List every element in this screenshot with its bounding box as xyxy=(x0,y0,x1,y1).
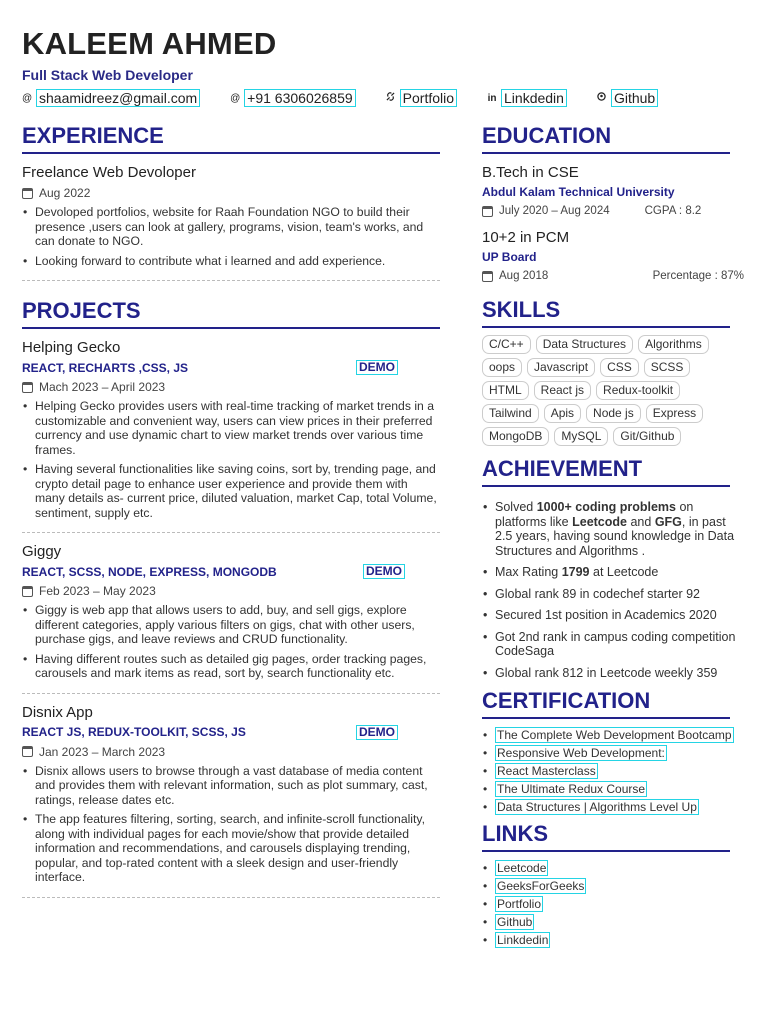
skill-tag: Apis xyxy=(544,404,581,423)
certification-link[interactable]: The Ultimate Redux Course xyxy=(497,782,646,796)
project-stack-row xyxy=(22,564,405,579)
github-icon xyxy=(597,92,607,104)
skill-tag: Javascript xyxy=(527,358,595,377)
education-heading: EDUCATION xyxy=(482,122,730,154)
list-item: • The app features filtering, sorting, search, and infinite-scroll functionality, along with individual pages for each movie/show that provide detailed information and recommendations, and carousels displaying trending, popular, and top-rated content with a sleek design and user-friendly interface. xyxy=(22,812,440,885)
list-item xyxy=(482,764,744,778)
skill-tag: MongoDB xyxy=(482,427,549,446)
experience-role: Freelance Web Devoloper xyxy=(22,164,196,181)
right-column xyxy=(482,122,744,951)
project-date: Feb 2023 – May 2023 xyxy=(39,584,156,598)
project-entry-giggy xyxy=(22,543,440,681)
project-date-row xyxy=(22,584,440,598)
calendar-icon xyxy=(22,586,33,597)
email-link[interactable]: shaamidreez@gmail.com xyxy=(36,89,200,107)
linkedin-icon: in xyxy=(487,92,497,104)
list-item: • Helping Gecko provides users with real-time tracking of market trends in a customizable and convenient way, users can view prices in their preferred currency and use dynamic chart to view market trends over various time frames. xyxy=(22,399,440,457)
leetcode-link[interactable]: Leetcode xyxy=(497,861,547,875)
project-stack-row xyxy=(22,360,398,375)
list-item xyxy=(482,861,744,875)
phone-link[interactable]: +91 6306026859 xyxy=(244,89,356,107)
geeksforgeeks-link[interactable]: GeeksForGeeks xyxy=(497,879,585,893)
left-column xyxy=(22,122,440,898)
skill-tag: Tailwind xyxy=(482,404,539,423)
demo-link[interactable]: DEMO xyxy=(356,725,398,740)
achievement-item: • Got 2nd rank in campus coding competition CodeSaga xyxy=(482,630,744,659)
calendar-icon xyxy=(22,188,33,199)
project-stack: REACT, SCSS, NODE, EXPRESS, MONGODB xyxy=(22,564,277,579)
certification-heading: CERTIFICATION xyxy=(482,687,730,719)
project-name: Disnix App xyxy=(22,703,93,721)
linkedin-link[interactable]: Linkdedin xyxy=(497,933,549,947)
skill-tag: Express xyxy=(646,404,703,423)
skill-tag: MySQL xyxy=(554,427,608,446)
github-link[interactable]: Github xyxy=(497,915,533,929)
contact-bar xyxy=(22,88,688,108)
calendar-icon xyxy=(482,206,493,217)
project-entry-helping-gecko xyxy=(22,339,440,520)
achievement-item: • Max Rating 1799 at Leetcode xyxy=(482,565,744,580)
skill-tag: Algorithms xyxy=(638,335,709,354)
demo-link[interactable]: DEMO xyxy=(356,360,398,375)
project-name: Giggy xyxy=(22,543,62,560)
skill-tag: CSS xyxy=(600,358,639,377)
skill-tag: Data Structures xyxy=(536,335,633,354)
project-date-row xyxy=(22,745,440,759)
divider xyxy=(22,280,440,281)
list-item xyxy=(482,782,744,796)
divider xyxy=(22,693,440,694)
education-degree: B.Tech in CSE xyxy=(482,164,579,181)
certification-link[interactable]: React Masterclass xyxy=(497,764,596,778)
certification-link[interactable]: The Complete Web Development Bootcamp xyxy=(497,728,732,742)
education-date: July 2020 – Aug 2024 xyxy=(499,205,610,217)
contact-email xyxy=(22,89,200,107)
education-institution: UP Board xyxy=(482,250,537,264)
calendar-icon xyxy=(22,382,33,393)
education-entry xyxy=(482,164,744,217)
education-date: Aug 2018 xyxy=(499,270,549,282)
achievement-list xyxy=(482,500,744,680)
achievement-item: • Solved 1000+ coding problems on platforms like Leetcode and GFG, in past 2.5 years, having sound knowledge in Data Structures and Algorithms . xyxy=(482,500,744,558)
certification-link[interactable]: Data Structures | Algorithms Level Up xyxy=(497,800,697,814)
portfolio-link[interactable]: Portfolio xyxy=(400,89,457,107)
contact-phone xyxy=(230,89,356,107)
achievement-item: • Global rank 812 in Leetcode weekly 359 xyxy=(482,666,744,681)
experience-date-row xyxy=(22,186,440,200)
achievement-item: • Global rank 89 in codechef starter 92 xyxy=(482,587,744,602)
skills-heading: SKILLS xyxy=(482,296,730,328)
at-icon: @ xyxy=(230,92,241,104)
project-date: Jan 2023 – March 2023 xyxy=(39,744,166,759)
achievement-heading: ACHIEVEMENT xyxy=(482,455,730,487)
list-item xyxy=(482,933,744,947)
contact-github xyxy=(597,89,658,107)
resume-name: KALEEM AHMED xyxy=(22,26,277,61)
education-meta xyxy=(482,270,744,282)
experience-heading: EXPERIENCE xyxy=(22,122,440,154)
experience-bullets xyxy=(22,205,440,268)
skill-tag: Redux-toolkit xyxy=(596,381,680,400)
list-item xyxy=(482,800,744,814)
calendar-icon xyxy=(482,271,493,282)
project-bullets xyxy=(22,399,440,520)
linkedin-link[interactable]: Linkdedin xyxy=(501,89,567,107)
education-entry xyxy=(482,229,744,282)
education-score: CGPA : 8.2 xyxy=(644,205,702,217)
project-stack: REACT JS, REDUX-TOOLKIT, SCSS, JS xyxy=(22,725,246,739)
project-name: Helping Gecko xyxy=(22,339,121,356)
skill-tag: oops xyxy=(482,358,522,377)
education-meta xyxy=(482,205,744,217)
skill-tag: Node js xyxy=(586,404,641,423)
achievement-item: • Secured 1st position in Academics 2020 xyxy=(482,608,744,623)
at-icon: @ xyxy=(22,92,33,104)
links-list xyxy=(482,861,744,947)
list-item: • Giggy is web app that allows users to add, buy, and sell gigs, explore different categories, apply various filters on gigs, chat with other users, purchase gigs, and leave reviews and CRUD functionality. xyxy=(22,603,440,647)
education-degree: 10+2 in PCM xyxy=(482,229,570,246)
list-item xyxy=(482,746,744,760)
divider xyxy=(22,532,440,533)
list-item: • Devoloped portfolios, website for Raah Foundation NGO to build their presence ,users can look at gallery, programs, vision, team's works, and can donate to NGO. xyxy=(22,205,440,249)
experience-entry xyxy=(22,164,440,268)
project-stack: REACT, RECHARTS ,CSS, JS xyxy=(22,360,189,375)
project-bullets xyxy=(22,764,440,885)
project-date: Mach 2023 – April 2023 xyxy=(39,380,166,394)
project-entry-disnix xyxy=(22,704,440,885)
links-heading: LINKS xyxy=(482,820,730,852)
education-institution: Abdul Kalam Technical University xyxy=(482,185,675,199)
list-item: • Having different routes such as detailed gig pages, order tracking pages, carousels and mark items as read, sort by, search functionality etc. xyxy=(22,652,440,681)
skills-list xyxy=(482,332,744,447)
list-item xyxy=(482,897,744,911)
link-icon xyxy=(386,92,396,104)
list-item: • Disnix allows users to browse through a vast database of media content and provides them with relevant information, such as plot summary, cast, ratings, release dates etc. xyxy=(22,764,440,808)
project-date-row xyxy=(22,380,440,394)
calendar-icon xyxy=(22,746,33,757)
list-item xyxy=(482,728,744,742)
experience-date: Aug 2022 xyxy=(39,186,91,200)
list-item xyxy=(482,915,744,929)
education-score: Percentage : 87% xyxy=(652,270,744,282)
skill-tag: C/C++ xyxy=(482,335,531,354)
github-link[interactable]: Github xyxy=(611,89,658,107)
project-bullets xyxy=(22,603,440,681)
skill-tag: HTML xyxy=(482,381,529,400)
project-stack-row xyxy=(22,725,398,740)
certification-link[interactable]: Responsive Web Development: xyxy=(497,746,665,760)
contact-linkedin xyxy=(487,89,567,107)
skill-tag: Git/Github xyxy=(613,427,681,446)
certification-list xyxy=(482,728,744,814)
portfolio-link[interactable]: Portfolio xyxy=(497,897,542,911)
skill-tag: React js xyxy=(534,381,591,400)
skill-tag: SCSS xyxy=(644,358,691,377)
list-item: • Looking forward to contribute what i learned and add experience. xyxy=(22,254,440,269)
demo-link[interactable]: DEMO xyxy=(363,564,405,579)
resume-subtitle: Full Stack Web Developer xyxy=(22,67,193,83)
list-item: • Having several functionalities like saving coins, sort by, trending page, and crypto detail page to enhance user experience and provide them with many details as- current price, diluted valuation, market Cap, total Volume, sentiment, supply etc. xyxy=(22,462,440,520)
divider xyxy=(22,897,440,898)
contact-portfolio xyxy=(386,89,457,107)
projects-heading: PROJECTS xyxy=(22,297,440,329)
list-item xyxy=(482,879,744,893)
